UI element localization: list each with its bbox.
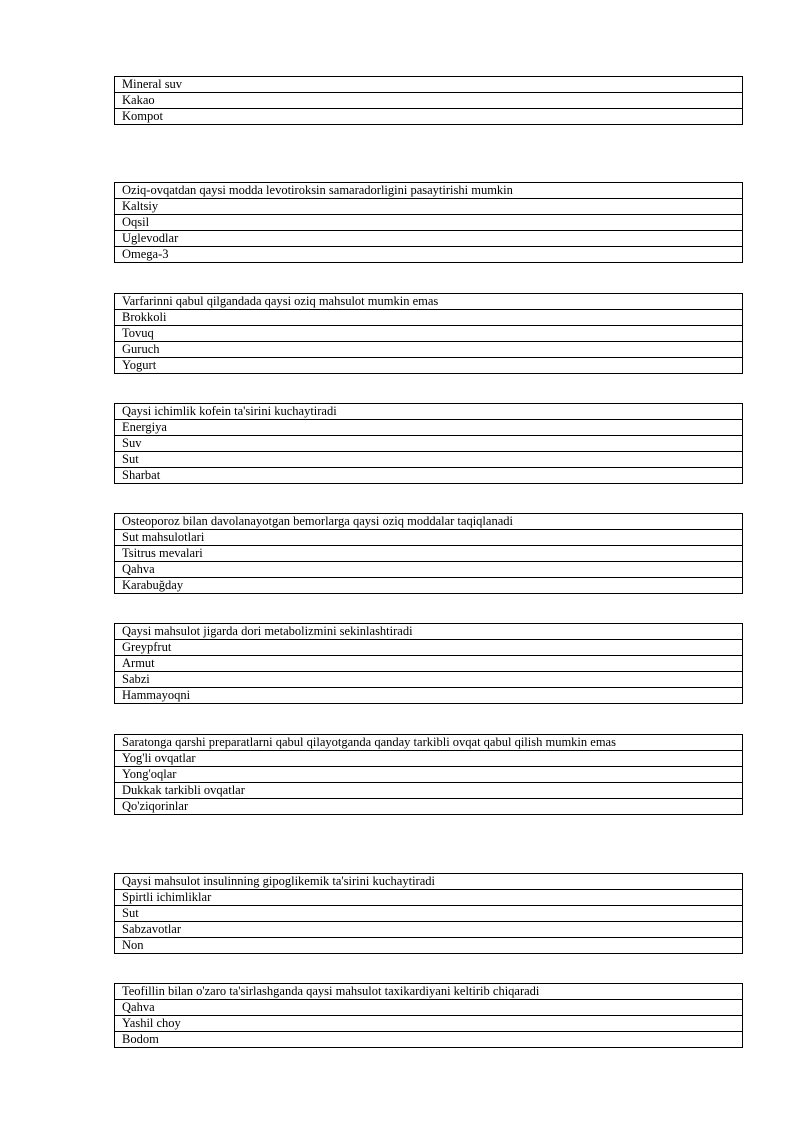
- question-table-5: [114, 623, 743, 704]
- option-cell: Kaltsiy: [115, 199, 743, 215]
- option-cell: Qahva: [115, 1000, 743, 1016]
- option-cell: Omega-3: [115, 247, 743, 263]
- option-cell: Sabzavotlar: [115, 922, 743, 938]
- option-cell: Sut: [115, 452, 743, 468]
- question-table-1: [114, 182, 743, 263]
- question-table-6: [114, 734, 743, 815]
- option-table-0: [114, 76, 743, 125]
- question-table-2: [114, 293, 743, 374]
- option-cell: Greypfrut: [115, 640, 743, 656]
- option-cell: Kompot: [115, 109, 743, 125]
- question-table-4: [114, 513, 743, 594]
- option-cell: Qahva: [115, 562, 743, 578]
- option-cell: Yong'oqlar: [115, 767, 743, 783]
- option-cell: Oqsil: [115, 215, 743, 231]
- option-cell: Yogurt: [115, 358, 743, 374]
- option-cell: Karabuğday: [115, 578, 743, 594]
- option-cell: Brokkoli: [115, 310, 743, 326]
- option-cell: Kakao: [115, 93, 743, 109]
- question-cell: Varfarinni qabul qilgandada qaysi oziq mahsulot mumkin emas: [115, 294, 743, 310]
- option-cell: Suv: [115, 436, 743, 452]
- question-cell: Osteoporoz bilan davolanayotgan bemorlarga qaysi oziq moddalar taqiqlanadi: [115, 514, 743, 530]
- option-cell: Sharbat: [115, 468, 743, 484]
- option-cell: Sut mahsulotlari: [115, 530, 743, 546]
- option-cell: Non: [115, 938, 743, 954]
- option-cell: Spirtli ichimliklar: [115, 890, 743, 906]
- option-cell: Guruch: [115, 342, 743, 358]
- option-cell: Yog'li ovqatlar: [115, 751, 743, 767]
- option-cell: Uglevodlar: [115, 231, 743, 247]
- option-cell: Energiya: [115, 420, 743, 436]
- option-cell: Sabzi: [115, 672, 743, 688]
- option-cell: Dukkak tarkibli ovqatlar: [115, 783, 743, 799]
- question-cell: Qaysi mahsulot jigarda dori metabolizmini sekinlashtiradi: [115, 624, 743, 640]
- option-cell: Hammayoqni: [115, 688, 743, 704]
- question-cell: Qaysi mahsulot insulinning gipoglikemik ta'sirini kuchaytiradi: [115, 874, 743, 890]
- question-cell: Teofillin bilan o'zaro ta'sirlashganda qaysi mahsulot taxikardiyani keltirib chiqaradi: [115, 984, 743, 1000]
- question-cell: Saratonga qarshi preparatlarni qabul qilayotganda qanday tarkibli ovqat qabul qilish mumkin emas: [115, 735, 743, 751]
- question-table-8: [114, 983, 743, 1048]
- question-table-7: [114, 873, 743, 954]
- question-cell: Oziq-ovqatdan qaysi modda levotiroksin samaradorligini pasaytirishi mumkin: [115, 183, 743, 199]
- option-cell: Armut: [115, 656, 743, 672]
- option-cell: Bodom: [115, 1032, 743, 1048]
- question-table-3: [114, 403, 743, 484]
- option-cell: Mineral suv: [115, 77, 743, 93]
- option-cell: Qo'ziqorinlar: [115, 799, 743, 815]
- option-cell: Yashil choy: [115, 1016, 743, 1032]
- option-cell: Sut: [115, 906, 743, 922]
- question-cell: Qaysi ichimlik kofein ta'sirini kuchaytiradi: [115, 404, 743, 420]
- option-cell: Tovuq: [115, 326, 743, 342]
- option-cell: Tsitrus mevalari: [115, 546, 743, 562]
